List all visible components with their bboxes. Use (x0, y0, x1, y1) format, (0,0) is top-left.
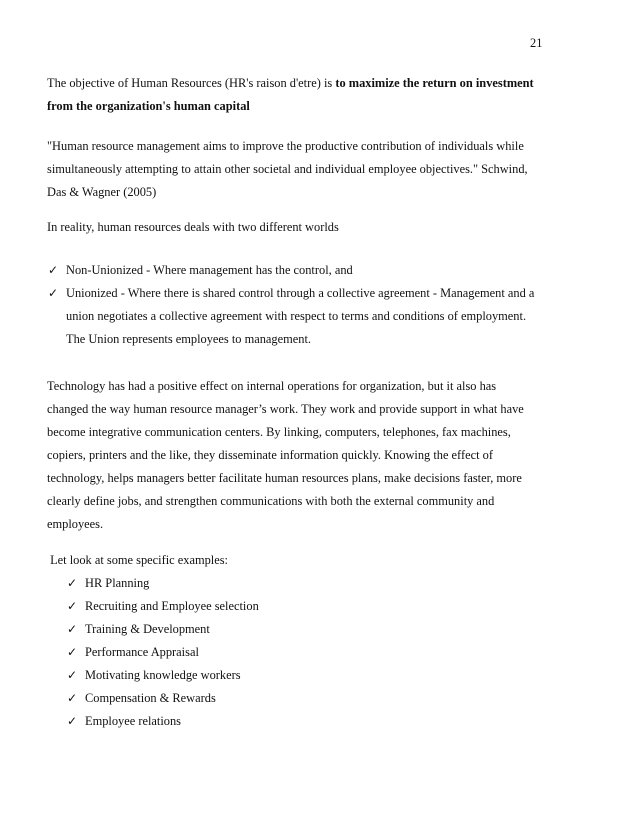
example-item-label: Employee relations (85, 714, 181, 728)
example-item-label: Recruiting and Employee selection (85, 599, 259, 613)
technology-line-2: changed the way human resource manager’s work. They work and provide support in what have (47, 402, 524, 416)
quote-paragraph (47, 135, 546, 204)
example-item-label: HR Planning (85, 576, 150, 590)
technology-line-6: clearly define jobs, and strengthen communications with both the external community and (47, 494, 495, 508)
example-item-label: Motivating knowledge workers (85, 668, 241, 682)
objective-bold-2: from the organization's human capital (47, 99, 250, 113)
worlds-intro: In reality, human resources deals with two different worlds (47, 220, 339, 234)
checkmark-icon: ✓ (48, 263, 59, 277)
checkmark-icon: ✓ (67, 668, 78, 682)
checkmark-icon: ✓ (67, 576, 78, 590)
objective-prefix: The objective of Human Resources (HR's raison d'etre) is (47, 76, 336, 90)
technology-line-1: Technology has had a positive effect on internal operations for organization, but it also has (47, 379, 497, 393)
example-item-label: Performance Appraisal (85, 645, 199, 659)
quote-line-2: simultaneously attempting to attain other societal and individual employee objectives." Schwind, (47, 162, 528, 176)
quote-line-3: Das & Wagner (2005) (47, 185, 157, 199)
technology-paragraph (47, 375, 546, 536)
list-item (66, 664, 466, 687)
checkmark-icon: ✓ (67, 622, 78, 636)
world-item-2-line-2: union negotiates a collective agreement with respect to terms and conditions of employment. (66, 309, 527, 323)
checkmark-icon: ✓ (67, 599, 78, 613)
example-item-label: Compensation & Rewards (85, 691, 216, 705)
examples-intro: Let look at some specific examples: (47, 553, 228, 567)
list-item (66, 641, 466, 664)
quote-line-1: "Human resource management aims to improve the productive contribution of individuals while (47, 139, 524, 153)
list-item (66, 687, 466, 710)
checkmark-icon: ✓ (67, 691, 78, 705)
technology-line-3: become integrative communication centers. By linking, computers, telephones, fax machines, (47, 425, 511, 439)
world-item-2-line-3: The Union represents employees to management. (66, 332, 311, 346)
list-item (66, 595, 466, 618)
list-item (66, 710, 466, 733)
objective-paragraph (47, 72, 546, 118)
list-item (47, 259, 546, 282)
technology-line-5: technology, helps managers better facilitate human resources plans, make decisions faster, more (47, 471, 522, 485)
checkmark-icon: ✓ (48, 286, 59, 300)
world-item-1-line-1: Non-Unionized - Where management has the control, and (66, 263, 353, 277)
checkmark-icon: ✓ (67, 714, 78, 728)
list-item (47, 282, 546, 351)
examples-list (66, 572, 466, 733)
objective-line-1 (47, 72, 546, 95)
objective-bold-1: to maximize the return on investment (335, 76, 534, 90)
list-item (66, 618, 466, 641)
technology-line-4: copiers, printers and the like, they disseminate information quickly. Knowing the effect of (47, 448, 493, 462)
checkmark-icon: ✓ (67, 645, 78, 659)
world-item-2-line-1: Unionized - Where there is shared control through a collective agreement - Management and a (66, 286, 535, 300)
example-item-label: Training & Development (85, 622, 210, 636)
page-number: 21 (530, 36, 543, 50)
worlds-list (47, 259, 546, 351)
list-item (66, 572, 466, 595)
technology-line-7: employees. (47, 517, 104, 531)
